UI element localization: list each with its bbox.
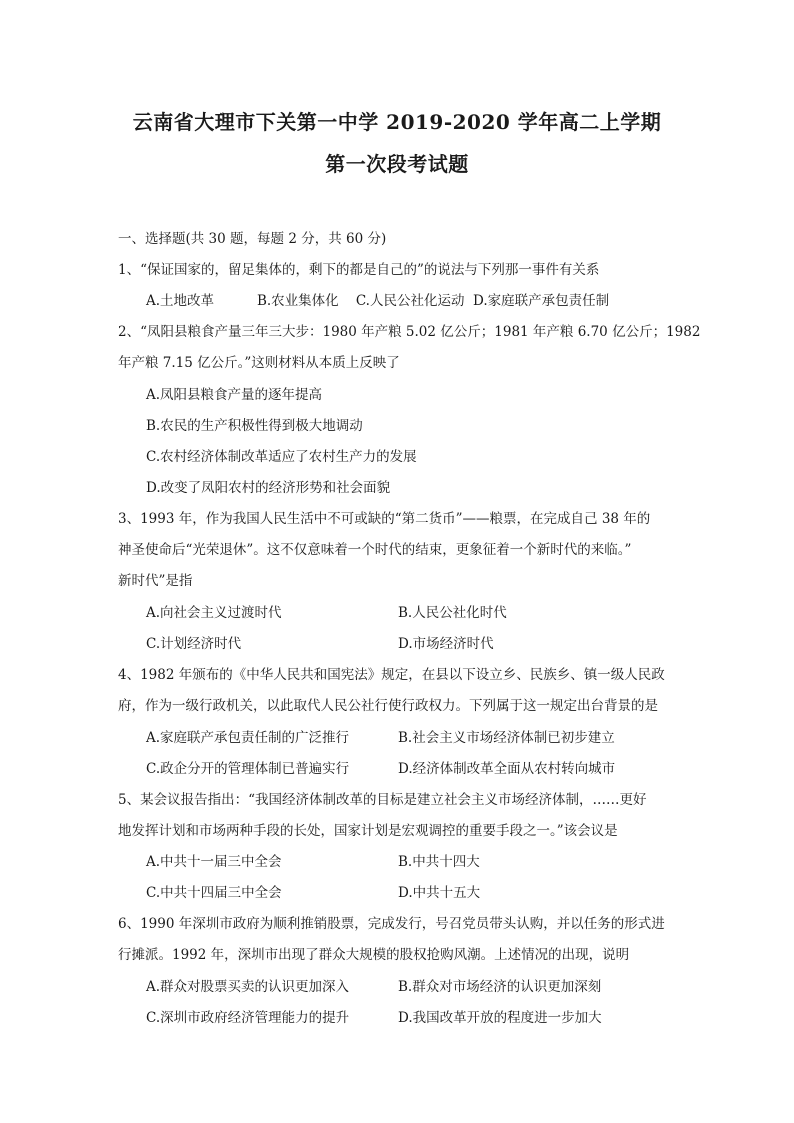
question-5-stem-line2: 地发挥计划和市场两种手段的长处，国家计划是宏观调控的重要手段之一。”该会议是 [118,823,618,839]
question-6-stem-line1: 6、1990 年深圳市政府为顺利推销股票，完成发行，号召党员带头认购，并以任务的形式进 [118,916,665,932]
question-2-option-a: A.凤阳县粮食产量的逐年提高 [146,387,323,403]
question-6-option-c: C.深圳市政府经济管理能力的提升 [146,1010,350,1026]
question-6-option-a: A.群众对股票买卖的认识更加深入 [146,979,350,995]
question-2-stem-line1: 2、“凤阳县粮食产量三年三大步：1980 年产粮 5.02 亿公斤；1981 年产粮 6.70 亿公斤；1982 [118,324,701,340]
question-5-option-c: C.中共十四届三中全会 [146,885,282,901]
question-3-option-c: C.计划经济时代 [146,636,242,652]
question-2-option-c: C.农村经济体制改革适应了农村生产力的发展 [146,449,417,465]
question-5-option-b: B.中共十四大 [398,854,480,870]
page-title: 云南省大理市下关第一中学 2019-2020 学年高二上学期 [132,110,662,134]
question-4-option-d: D.经济体制改革全面从农村转向城市 [398,761,616,777]
question-5-option-a: A.中共十一届三中全会 [146,854,282,870]
question-1-stem: 1、“保证国家的，留足集体的，剩下的都是自己的”的说法与下列那一事件有关系 [118,262,600,278]
question-3-stem-line2: 神圣使命后“光荣退休”。这不仅意味着一个时代的结束，更象征着一个新时代的来临。” [118,542,632,558]
question-5-option-d: D.中共十五大 [398,885,481,901]
question-2-option-d: D.改变了凤阳农村的经济形势和社会面貌 [146,480,391,496]
question-5-stem-line1: 5、某会议报告指出：“我国经济体制改革的目标是建立社会主义市场经济体制，……更好 [118,792,647,808]
question-3-stem-line3: 新时代”是指 [118,573,193,589]
page-subtitle: 第一次段考试题 [325,152,469,176]
question-3-option-b: B.人民公社化时代 [398,605,507,621]
question-3-option-d: D.市场经济时代 [398,636,494,652]
section-heading: 一、选择题(共 30 题，每题 2 分，共 60 分) [118,231,387,247]
question-4-stem-line2: 府，作为一级行政机关，以此取代人民公社行使行政权力。下列属于这一规定出台背景的是 [118,698,658,714]
question-3-option-a: A.向社会主义过渡时代 [146,605,282,621]
question-1-options: A.土地改革 B.农业集体化 C.人民公社化运动 D.家庭联产承包责任制 [146,293,610,309]
question-4-option-a: A.家庭联产承包责任制的广泛推行 [146,730,350,746]
question-6-stem-line2: 行摊派。1992 年，深圳市出现了群众大规模的股权抢购风潮。上述情况的出现，说明 [118,947,630,963]
question-2-stem-line2: 年产粮 7.15 亿公斤。”这则材料从本质上反映了 [118,355,400,371]
question-4-stem-line1: 4、1982 年颁布的《中华人民共和国宪法》规定，在县以下设立乡、民族乡、镇一级人民政 [118,667,665,683]
question-4-option-c: C.政企分开的管理体制已普遍实行 [146,761,350,777]
question-6-option-d: D.我国改革开放的程度进一步加大 [398,1010,602,1026]
question-3-stem-line1: 3、1993 年，作为我国人民生活中不可或缺的“第二货币”——粮票，在完成自己 38 年的 [118,511,651,527]
question-2-option-b: B.农民的生产积极性得到极大地调动 [146,418,363,434]
question-4-option-b: B.社会主义市场经济体制已初步建立 [398,730,615,746]
question-6-option-b: B.群众对市场经济的认识更加深刻 [398,979,602,995]
